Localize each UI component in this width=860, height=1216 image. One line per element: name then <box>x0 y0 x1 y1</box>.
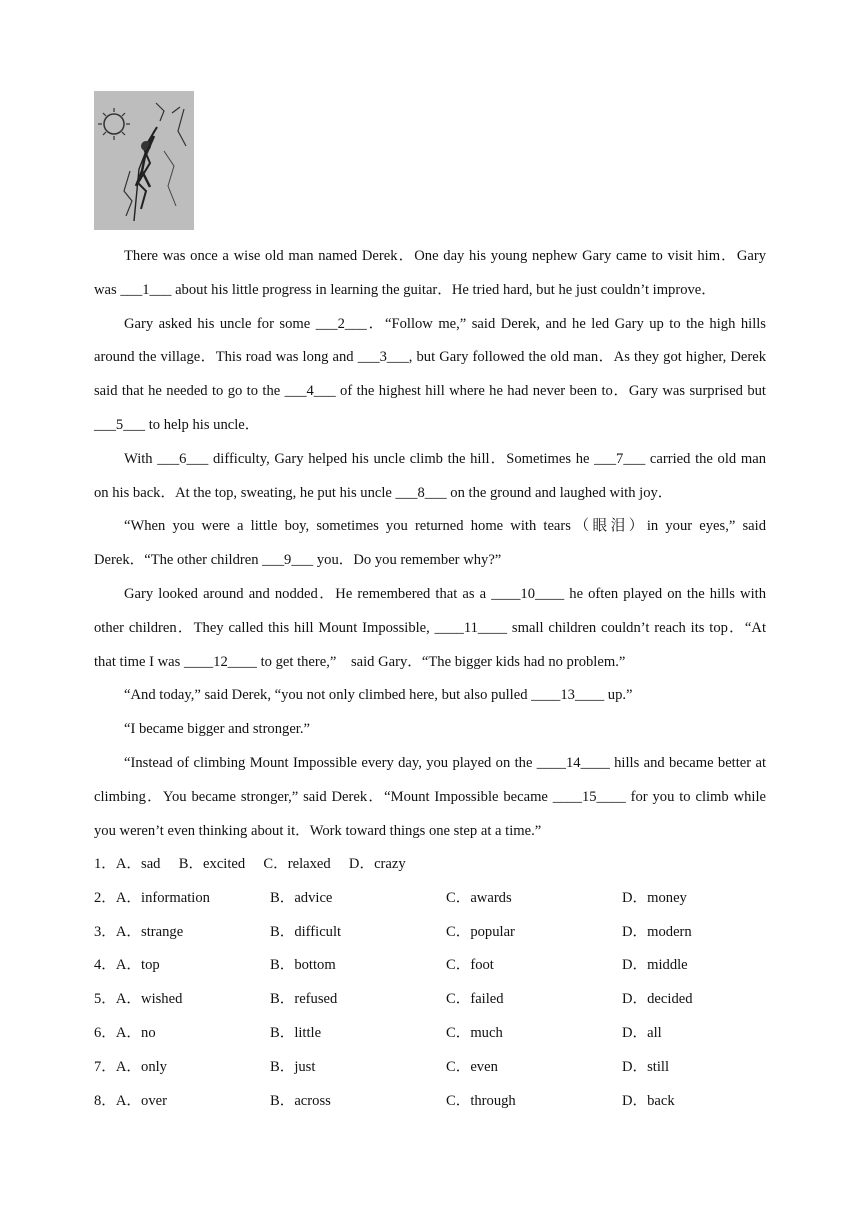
option-c: C．much <box>446 1024 503 1041</box>
option-d: D．decided <box>622 991 693 1008</box>
option-c: C．failed <box>446 991 504 1008</box>
option-b: B．advice <box>270 889 333 906</box>
option-b: B．refused <box>270 991 338 1008</box>
climber-sketch-icon <box>94 91 194 230</box>
option-a: 5．A．wished <box>94 991 183 1008</box>
question-row-4 <box>94 949 774 983</box>
question-row-7 <box>94 1051 774 1085</box>
option-c: C．foot <box>446 957 494 974</box>
option-b: B．just <box>270 1058 316 1075</box>
question-row-2 <box>94 882 774 916</box>
option-d: D．middle <box>622 957 688 974</box>
option-c: C．even <box>446 1058 498 1075</box>
question-row-6 <box>94 1017 774 1051</box>
passage-paragraph: Gary asked his uncle for some ___2___．“Follow me,” said Derek, and he led Gary up to the high hills around the village．This road was long and ___3___, but Gary followed the old man．As they got higher, Derek said that he needed to go to the ___4___ of the highest hill where he had never been to．Gary was surprised but ___5___ to help his uncle． <box>94 315 766 433</box>
passage-paragraph: “And today,” said Derek, “you not only climbed here, but also pulled ____13____ up.” <box>124 687 633 704</box>
question-row-3 <box>94 916 774 950</box>
option-d: D．still <box>622 1058 670 1075</box>
option-a: 2．A．information <box>94 889 210 906</box>
question-row-5 <box>94 983 774 1017</box>
option-b: B．little <box>270 1024 322 1041</box>
option-d: D．money <box>622 889 687 906</box>
reading-passage <box>94 240 766 848</box>
question-1-options: 1．A．sad B．excited C．relaxed D．crazy <box>94 856 406 872</box>
option-a: 6．A．no <box>94 1024 156 1041</box>
passage-paragraph: “When you were a little boy, sometimes you returned home with tears（眼泪）in your eyes,” said Derek．“The other children ___9___ you．Do you remember why?” <box>94 518 766 569</box>
option-b: B．difficult <box>270 923 342 940</box>
option-b: B．bottom <box>270 957 336 974</box>
answer-options <box>94 848 774 1118</box>
passage-paragraph: There was once a wise old man named Derek．One day his young nephew Gary came to visit him．Gary was ___1___ about his little progress in learning the guitar．He tried hard, but he just couldn’t improve． <box>94 248 766 298</box>
option-a: 3．A．strange <box>94 923 184 940</box>
option-b: B．across <box>270 1092 331 1109</box>
option-c: C．through <box>446 1092 516 1109</box>
passage-paragraph: “Instead of climbing Mount Impossible every day, you played on the ____14____ hills and became better at climbing．You became stronger,” said Derek．“Mount Impossible became ____15____ for you to climb while you weren’t even thinking about it．Work toward things one step at a time.” <box>94 754 766 839</box>
option-a: 8．A．over <box>94 1092 167 1109</box>
question-row-8 <box>94 1085 774 1119</box>
option-a: 7．A．only <box>94 1058 167 1075</box>
mountain-climber-illustration <box>94 91 194 230</box>
option-d: D．all <box>622 1024 662 1041</box>
passage-paragraph: Gary looked around and nodded．He remembered that as a ____10____ he often played on the hills with other children．They called this hill Mount Impossible, ____11____ small children couldn’t reach its top．“At that time I was ____12____ to get there,” said Gary．“The bigger kids had no problem.” <box>94 585 766 670</box>
option-c: C．popular <box>446 923 515 940</box>
option-a: 4．A．top <box>94 957 160 974</box>
option-c: C．awards <box>446 889 512 906</box>
passage-paragraph: With ___6___ difficulty, Gary helped his uncle climb the hill．Sometimes he ___7___ carried the old man on his back．At the top, sweating, he put his uncle ___8___ on the ground and laughed with joy． <box>94 450 766 501</box>
option-d: D．modern <box>622 923 692 940</box>
option-d: D．back <box>622 1092 675 1109</box>
passage-paragraph: “I became bigger and stronger.” <box>124 721 310 738</box>
question-row-1 <box>94 848 774 882</box>
